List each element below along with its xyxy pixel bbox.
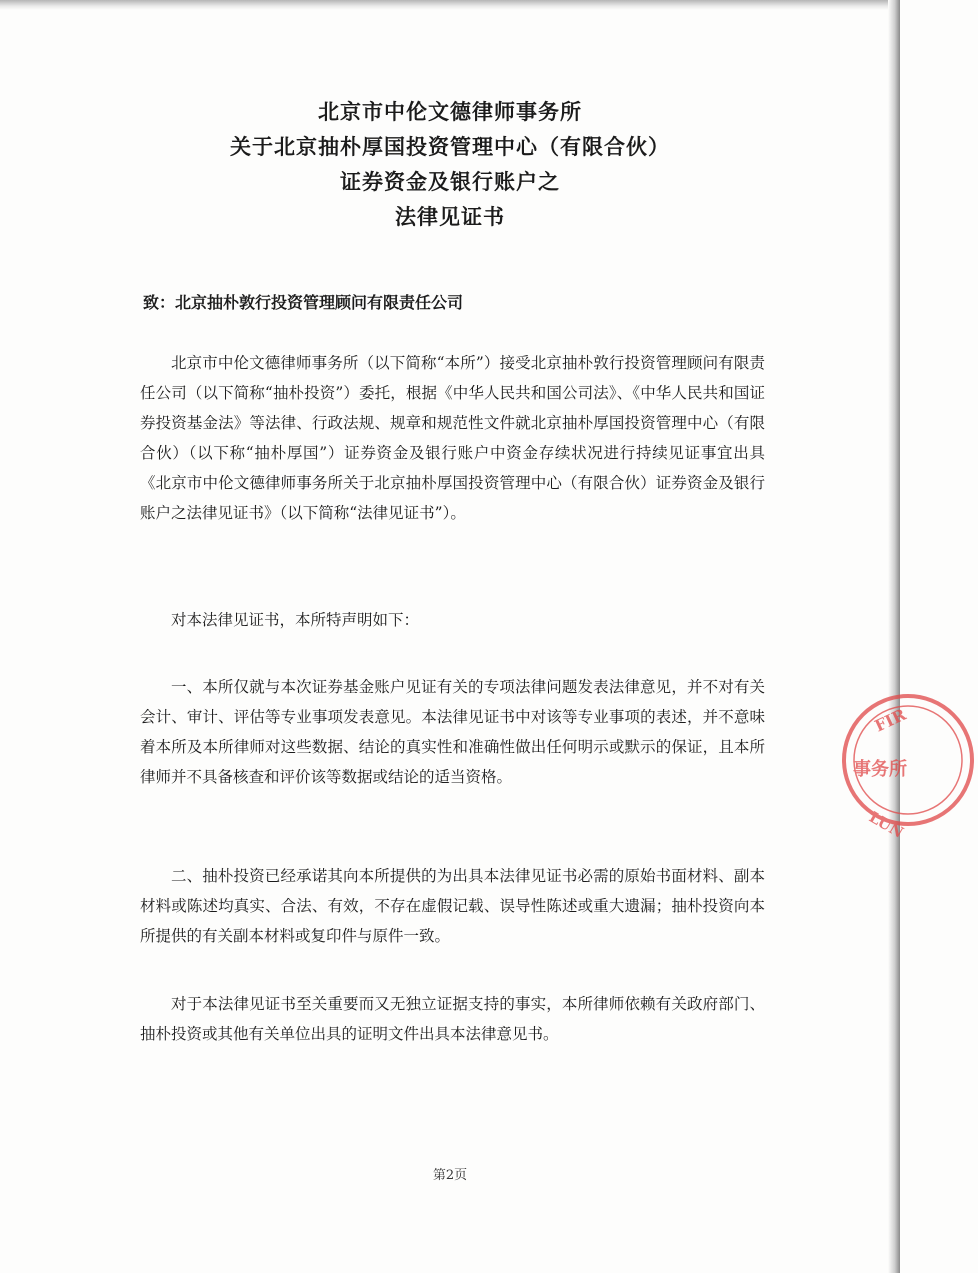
scan-top-edge xyxy=(0,0,900,10)
title-line-4: 法律见证书 xyxy=(395,204,505,229)
addressee: 致：北京抽朴敦行投资管理顾问有限责任公司 xyxy=(143,293,464,312)
svg-text:FIR: FIR xyxy=(871,704,909,736)
title-line-2: 关于北京抽朴厚国投资管理中心（有限合伙） xyxy=(230,134,670,159)
page-number: 第2页 xyxy=(432,1168,468,1183)
paragraph-intro: 北京市中伦文德律师事务所（以下简称“本所”）接受北京抽朴敦行投资管理顾问有限责任公司（以下简称“抽朴投资”）委托，根据《中华人民共和国公司法》、《中华人民共和国证券投资基金法》等法律、行政法规、规章和规范性文件就北京抽朴厚国投资管理中心（有限合伙）（以下称“抽朴厚国”）证券资金及银行账户中资金存续状况进行持续见证事宜出具《北京市中伦文德律师事务所关于北京抽朴厚国投资管理中心（有限合伙）证券资金及银行账户之法律见证书》（以下简称“法律见证书”）。 xyxy=(140,354,765,522)
title-line-3: 证券资金及银行账户之 xyxy=(340,169,560,194)
law-firm-seal xyxy=(838,690,978,842)
title-line-1: 北京市中伦文德律师事务所 xyxy=(318,99,582,124)
paragraph-declaration-lead: 对本法律见证书，本所特声明如下： xyxy=(171,611,420,629)
paragraph-declaration-2: 二、抽朴投资已经承诺其向本所提供的为出具本法律见证书必需的原始书面材料、副本材料或陈述均真实、合法、有效，不存在虚假记载、误导性陈述或重大遗漏；抽朴投资向本所提供的有关副本材料或复印件与原件一致。 xyxy=(140,867,765,945)
svg-text:事务所: 事务所 xyxy=(853,759,907,780)
svg-text:LUN: LUN xyxy=(866,807,907,842)
paragraph-declaration-1: 一、本所仅就与本次证券基金账户见证有关的专项法律问题发表法律意见，并不对有关会计、审计、评估等专业事项发表意见。本法律见证书中对该等专业事项的表述，并不意味着本所及本所律师对这些数据、结论的真实性和准确性做出任何明示或默示的保证，且本所律师并不具备核查和评价该等数据或结论的适当资格。 xyxy=(140,678,765,786)
paragraph-reliance: 对于本法律见证书至关重要而又无独立证据支持的事实，本所律师依赖有关政府部门、抽朴投资或其他有关单位出具的证明文件出具本法律意见书。 xyxy=(140,995,765,1043)
